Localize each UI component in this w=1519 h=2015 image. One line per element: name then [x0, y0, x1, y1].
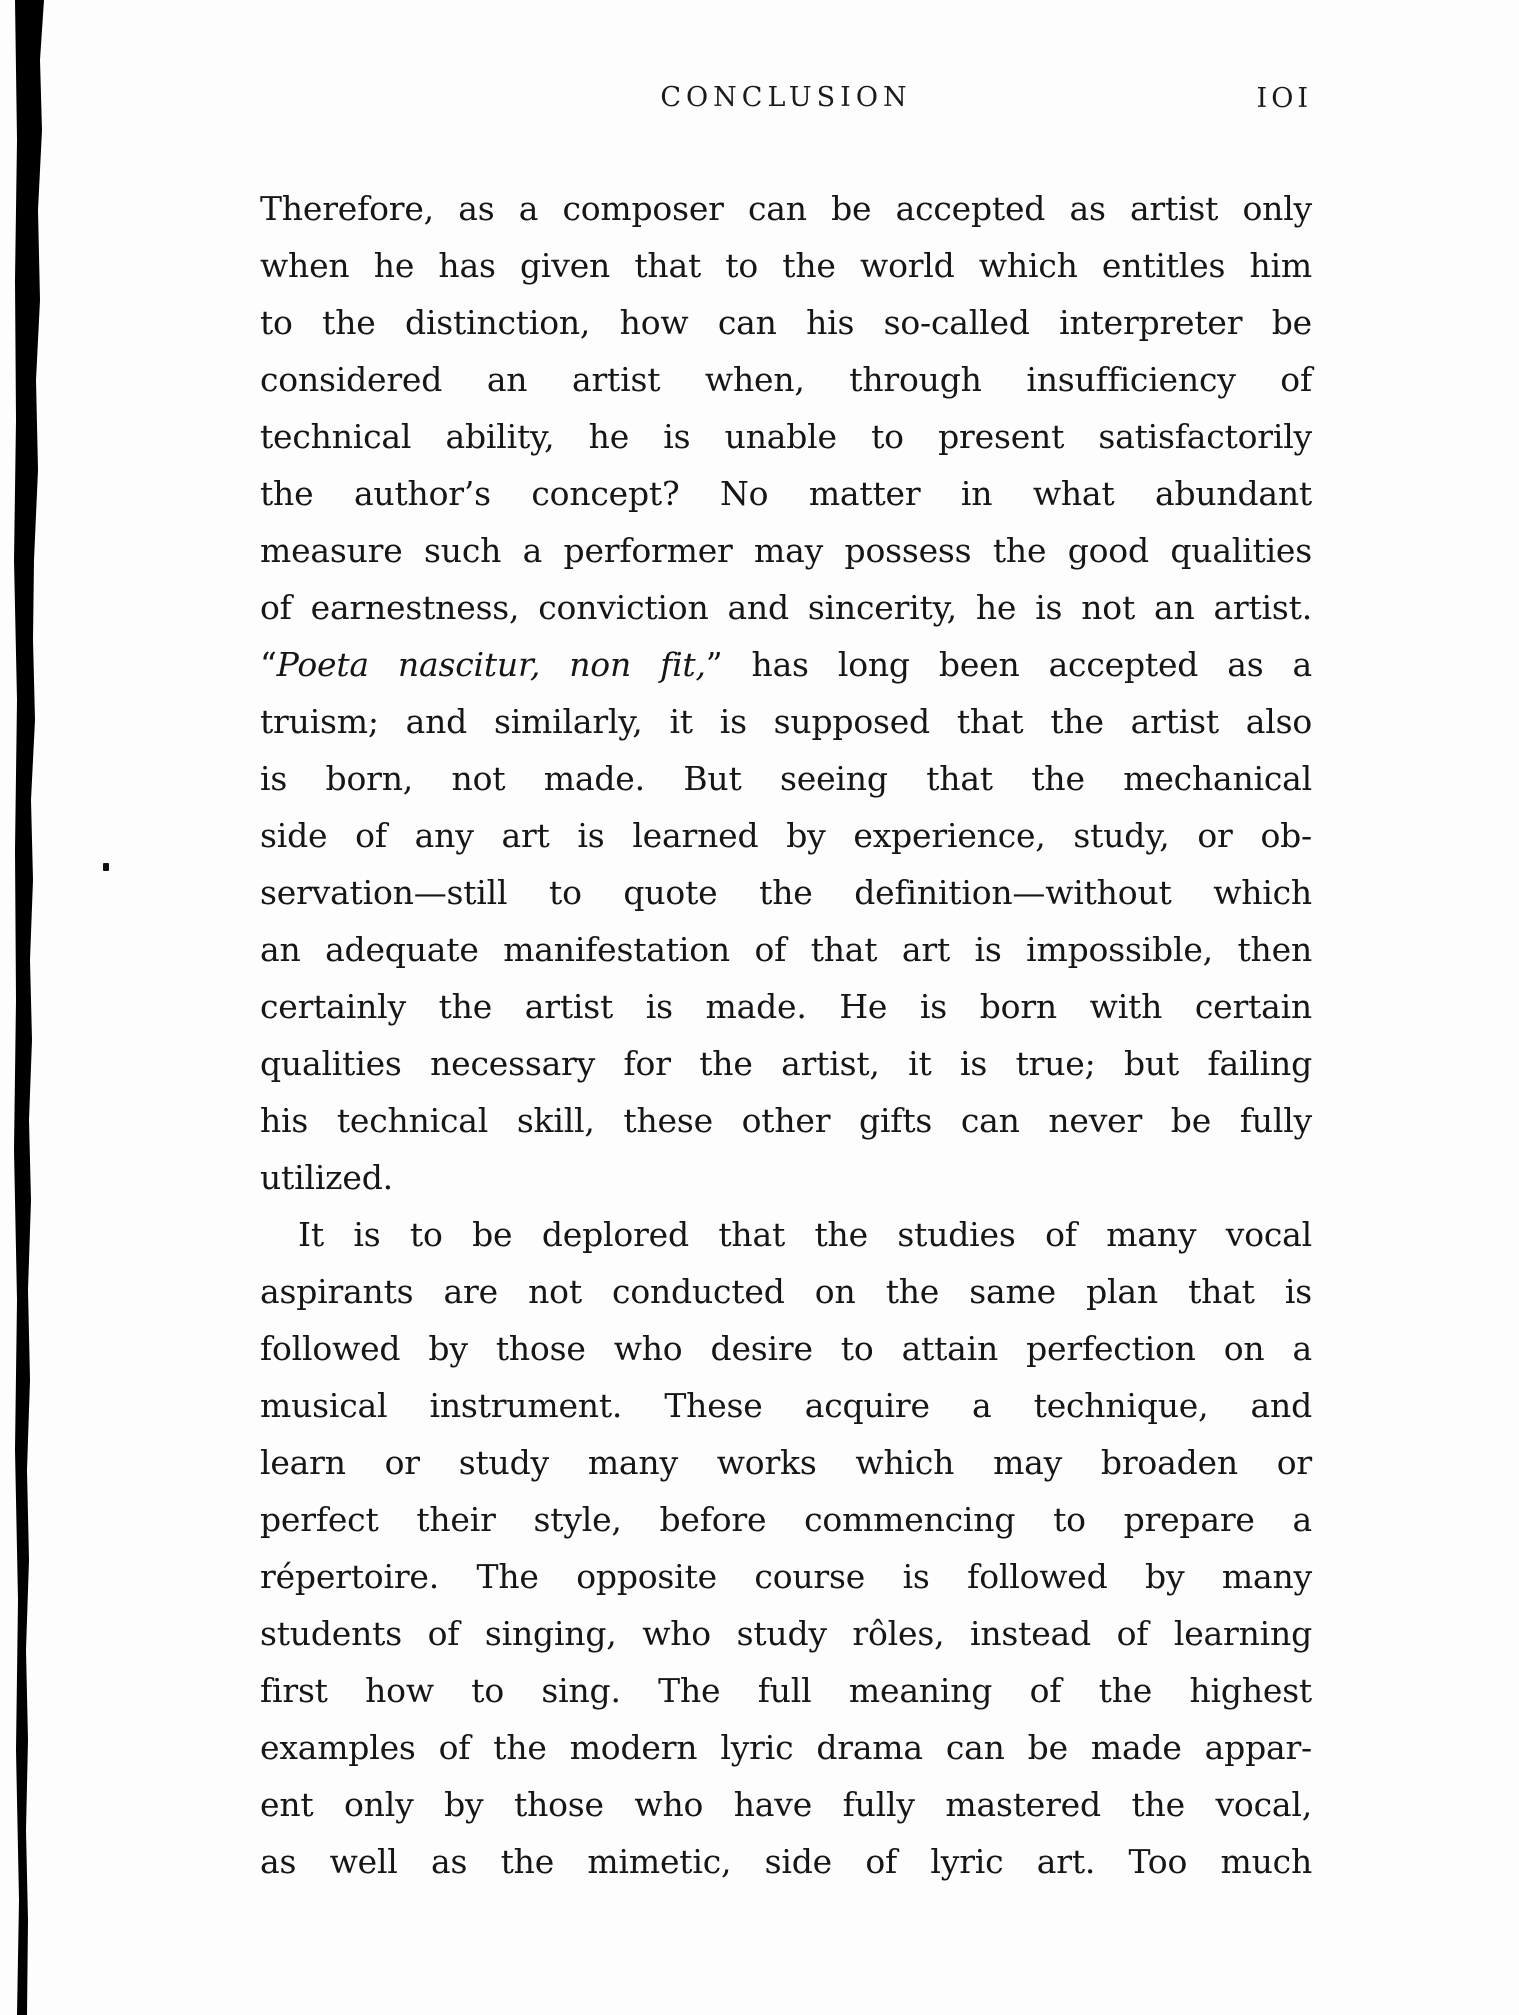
text-line [260, 1662, 1312, 1719]
page-header [260, 82, 1312, 122]
text-segment: aspirants are not conducted on the same plan that is [260, 1272, 1312, 1311]
text-line [260, 579, 1312, 636]
text-line [260, 1434, 1312, 1491]
text-line [260, 180, 1312, 237]
text-segment: certainly the artist is made. He is born with certain [260, 987, 1312, 1026]
text-line [260, 978, 1312, 1035]
text-segment: examples of the modern lyric drama can be made appar- [260, 1728, 1312, 1767]
text-line [260, 1491, 1312, 1548]
text-line [260, 237, 1312, 294]
text-block [260, 180, 1312, 1890]
text-segment: followed by those who desire to attain perfection on a [260, 1329, 1312, 1368]
text-segment: side of any art is learned by experience, study, or ob- [260, 816, 1312, 855]
text-line [260, 1377, 1312, 1434]
text-segment: ent only by those who have fully mastered the vocal, [260, 1785, 1312, 1824]
text-segment: répertoire. The opposite course is followed by many [260, 1557, 1312, 1596]
text-line [260, 636, 1312, 693]
text-line [260, 864, 1312, 921]
text-line [260, 1719, 1312, 1776]
text-segment: perfect their style, before commencing to prepare a [260, 1500, 1312, 1539]
text-segment: musical instrument. These acquire a technique, and [260, 1386, 1312, 1425]
text-line [260, 750, 1312, 807]
text-segment: truism; and similarly, it is supposed that the artist also [260, 702, 1312, 741]
text-segment: considered an artist when, through insufficiency of [260, 360, 1312, 399]
text-line [260, 1035, 1312, 1092]
text-segment: as well as the mimetic, side of lyric art. Too much [260, 1842, 1312, 1881]
text-segment: technical ability, he is unable to present satisfactorily [260, 417, 1312, 456]
text-line [260, 1263, 1312, 1320]
text-segment: It is to be deplored that the studies of many vocal [298, 1215, 1312, 1254]
text-line [260, 1605, 1312, 1662]
italic-text-segment: Poeta nascitur, non fit, [276, 645, 706, 684]
text-line [260, 465, 1312, 522]
ink-speck [103, 863, 109, 871]
text-line [260, 1206, 1312, 1263]
text-segment: ” has long been accepted as a [705, 645, 1312, 684]
text-segment: “ [260, 645, 277, 684]
text-line [260, 522, 1312, 579]
text-segment: measure such a performer may possess the good qualities [260, 531, 1312, 570]
binding-scan-artifact [0, 0, 60, 2015]
text-line [260, 807, 1312, 864]
text-segment: qualities necessary for the artist, it is true; but failing [260, 1044, 1312, 1083]
text-segment: is born, not made. But seeing that the mechanical [260, 759, 1312, 798]
text-line [260, 408, 1312, 465]
text-segment: learn or study many works which may broaden or [260, 1443, 1312, 1482]
text-line [260, 1320, 1312, 1377]
text-segment: of earnestness, conviction and sincerity, he is not an artist. [260, 588, 1312, 627]
text-line [260, 1776, 1312, 1833]
text-segment: his technical skill, these other gifts can never be fully [260, 1101, 1312, 1140]
text-segment: an adequate manifestation of that art is impossible, then [260, 930, 1312, 969]
text-line [260, 351, 1312, 408]
text-segment: the author’s concept? No matter in what abundant [260, 474, 1312, 513]
text-segment: students of singing, who study rôles, instead of learning [260, 1614, 1312, 1653]
text-segment: servation—still to quote the definition—without which [260, 873, 1312, 912]
text-line [260, 693, 1312, 750]
text-segment: when he has given that to the world which entitles him [260, 246, 1312, 285]
text-segment: Therefore, as a composer can be accepted as artist only [260, 189, 1312, 228]
page-number: IOI [1256, 83, 1312, 114]
text-segment: first how to sing. The full meaning of the highest [260, 1671, 1312, 1710]
text-line [260, 1833, 1312, 1890]
text-line [260, 921, 1312, 978]
text-line [260, 1149, 1312, 1206]
text-segment: utilized. [260, 1158, 393, 1197]
text-line [260, 294, 1312, 351]
text-segment: to the distinction, how can his so-called interpreter be [260, 303, 1312, 342]
text-line [260, 1092, 1312, 1149]
running-title: CONCLUSION [660, 82, 912, 113]
text-line [260, 1548, 1312, 1605]
